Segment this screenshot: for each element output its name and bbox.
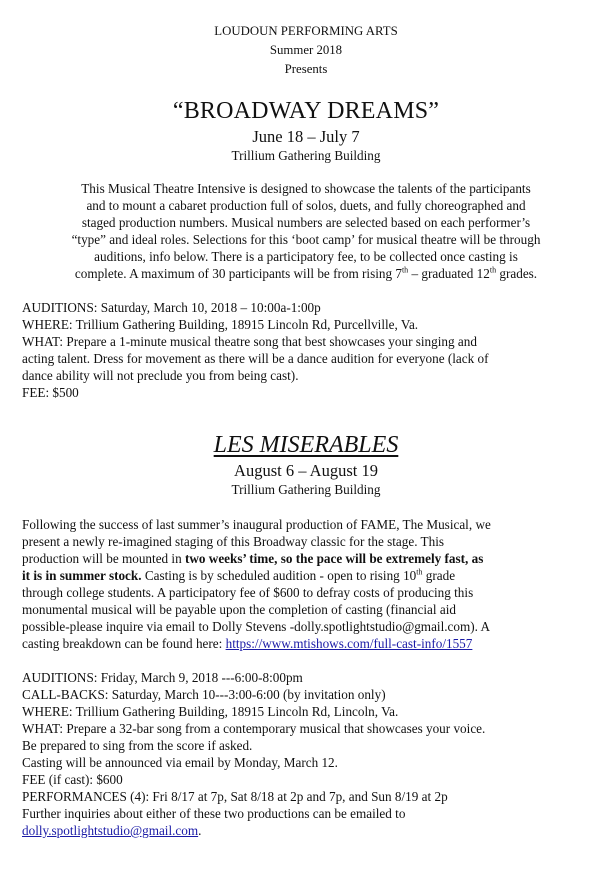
broadway-title: “BROADWAY DREAMS” bbox=[172, 98, 440, 124]
desc-line bbox=[22, 567, 590, 584]
broadway-what-line: dance ability will not preclude you from being cast). bbox=[22, 368, 299, 383]
les-casting: Casting will be announced via email by Monday, March 12. bbox=[22, 755, 338, 770]
desc-text: grades. bbox=[496, 266, 538, 281]
desc-line: “type” and ideal roles. Selections for this ‘boot camp’ for musical theatre will be through bbox=[71, 232, 541, 247]
desc-line: possible-please inquire via email to Dolly Stevens -dolly.spotlightstudio@gmail.com). A bbox=[22, 619, 491, 634]
ordinal-suffix: th bbox=[416, 567, 423, 577]
desc-line: auditions, info below. There is a participatory fee, to be collected once casting is bbox=[94, 249, 518, 264]
desc-text: production will be mounted in bbox=[22, 551, 185, 566]
les-details bbox=[22, 669, 590, 839]
presents: Presents bbox=[284, 62, 328, 76]
desc-text: complete. A maximum of 30 participants will be from rising 7 bbox=[74, 266, 402, 281]
ordinal-suffix: th bbox=[401, 265, 409, 275]
desc-line: present a newly re-imagined staging of this Broadway classic for the stage. This bbox=[22, 534, 445, 549]
broadway-where: WHERE: Trillium Gathering Building, 18915 Lincoln Rd, Purcellville, Va. bbox=[22, 317, 419, 332]
header bbox=[22, 0, 590, 79]
les-what-line: WHAT: Prepare a 32-bar song from a contemporary musical that showcases your voice. bbox=[22, 721, 486, 736]
email-suffix: . bbox=[198, 823, 202, 838]
desc-line: and to mount a cabaret production full of solos, duets, and fully choreographed and bbox=[86, 198, 526, 213]
broadway-description bbox=[22, 180, 590, 282]
desc-text: – graduated 12 bbox=[408, 266, 490, 281]
broadway-details bbox=[22, 299, 590, 401]
desc-line bbox=[22, 550, 590, 567]
les-inquiries: Further inquiries about either of these two productions can be emailed to bbox=[22, 806, 406, 821]
broadway-what-line: acting talent. Dress for movement as there will be a dance audition for everyone (lack of bbox=[22, 351, 489, 366]
les-email-line bbox=[22, 822, 590, 839]
desc-line: Following the success of last summer’s inaugural production of FAME, The Musical, we bbox=[22, 517, 491, 532]
les-title: LES MISERABLES bbox=[213, 432, 399, 458]
les-what-line: Be prepared to sing from the score if asked. bbox=[22, 738, 253, 753]
ordinal-suffix: th bbox=[489, 265, 497, 275]
broadway-what-line: WHAT: Prepare a 1-minute musical theatre song that best showcases your singing and bbox=[22, 334, 477, 349]
desc-bold: two weeks’ time, so the pace will be extremely fast, as bbox=[185, 551, 484, 566]
les-venue: Trillium Gathering Building bbox=[231, 482, 381, 497]
org-name: LOUDOUN PERFORMING ARTS bbox=[214, 24, 398, 38]
les-performances: PERFORMANCES (4): Fri 8/17 at 7p, Sat 8/18 at 2p and 7p, and Sun 8/19 at 2p bbox=[22, 789, 448, 804]
desc-line: staged production numbers. Musical numbers are selected based on each performer’s bbox=[81, 215, 531, 230]
broadway-auditions: AUDITIONS: Saturday, March 10, 2018 – 10:00a-1:00p bbox=[22, 300, 321, 315]
desc-line: through college students. A participatory fee of $600 to defray costs of producing this bbox=[22, 585, 474, 600]
broadway-fee: FEE: $500 bbox=[22, 385, 79, 400]
desc-text: grade bbox=[422, 568, 456, 583]
email-link[interactable]: dolly.spotlightstudio@gmail.com bbox=[22, 823, 199, 838]
season: Summer 2018 bbox=[269, 43, 343, 57]
desc-text: Casting is by scheduled audition - open to rising 10 bbox=[141, 568, 417, 583]
les-description bbox=[22, 516, 590, 652]
desc-bold: it is in summer stock. bbox=[22, 568, 142, 583]
desc-line bbox=[22, 635, 590, 652]
desc-line: monumental musical will be payable upon the completion of casting (financial aid bbox=[22, 602, 456, 617]
desc-line: This Musical Theatre Intensive is designed to showcase the talents of the participants bbox=[81, 181, 531, 196]
les-auditions: AUDITIONS: Friday, March 9, 2018 ---6:00-8:00pm bbox=[22, 670, 303, 685]
les-dates: August 6 – August 19 bbox=[234, 461, 378, 480]
les-fee: FEE (if cast): $600 bbox=[22, 772, 123, 787]
desc-line bbox=[22, 265, 590, 282]
desc-text: casting breakdown can be found here: bbox=[22, 636, 226, 651]
broadway-venue: Trillium Gathering Building bbox=[231, 148, 381, 163]
les-where: WHERE: Trillium Gathering Building, 18915 Lincoln Rd, Lincoln, Va. bbox=[22, 704, 399, 719]
casting-breakdown-link[interactable]: https://www.mtishows.com/full-cast-info/1557 bbox=[225, 636, 473, 651]
broadway-dates: June 18 – July 7 bbox=[252, 127, 360, 146]
les-callbacks: CALL-BACKS: Saturday, March 10---3:00-6:00 (by invitation only) bbox=[22, 687, 386, 702]
